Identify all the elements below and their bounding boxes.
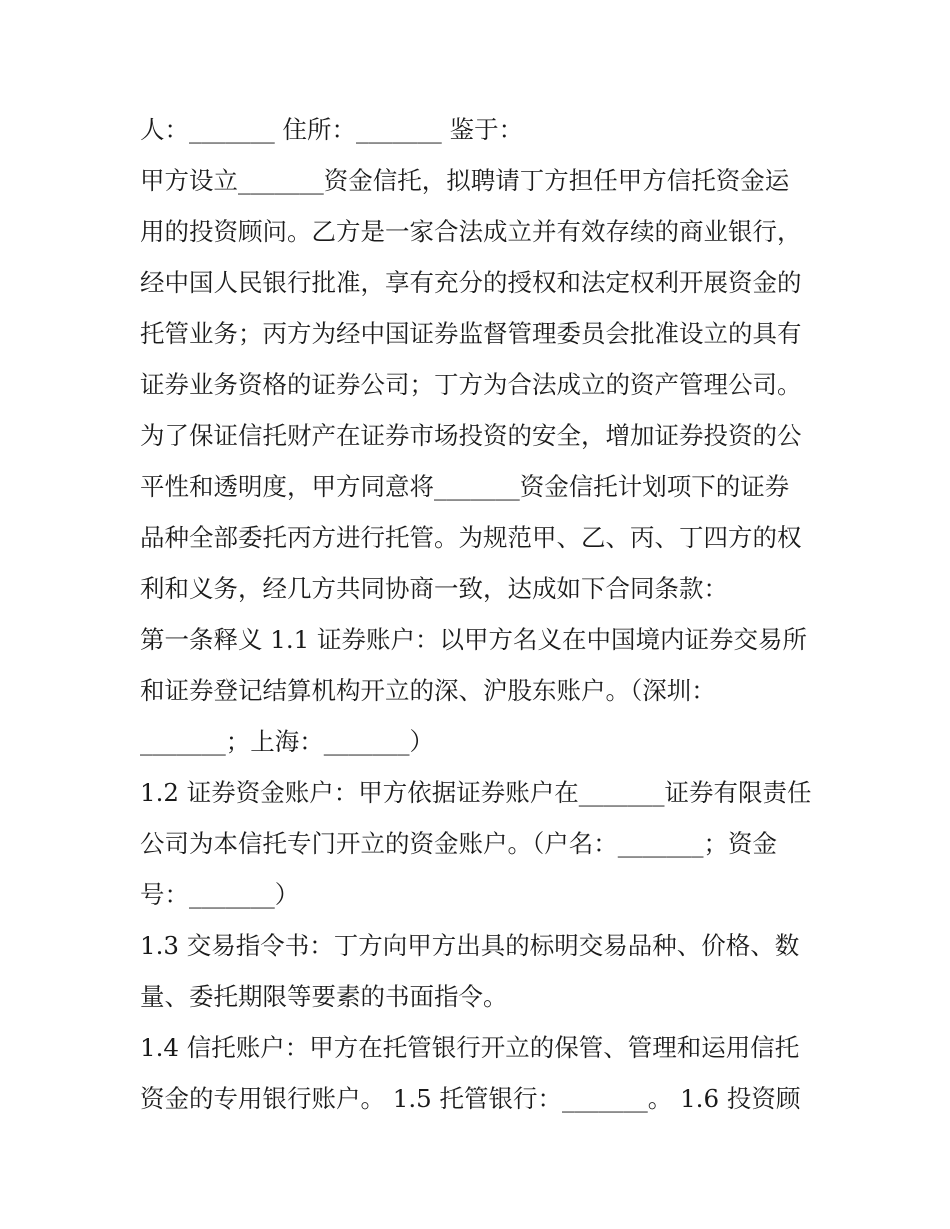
text-line: 为了保证信托财产在证券市场投资的安全，增加证券投资的公 (140, 421, 802, 450)
text-line: 平性和透明度，甲方同意将_______资金信托计划项下的证券 (140, 472, 790, 501)
text-line: 用的投资顾问。乙方是一家合法成立并有效存续的商业银行， (140, 217, 802, 246)
text-line: 1.4 信托账户：甲方在托管银行开立的保管、管理和运用信托 (140, 1033, 800, 1062)
text-line: 品种全部委托丙方进行托管。为规范甲、乙、丙、丁四方的权 (140, 523, 802, 552)
text-line: 和证券登记结算机构开立的深、沪股东账户。（深圳： (140, 676, 716, 705)
document-body (140, 104, 830, 1124)
text-line: 号：_______） (140, 880, 300, 909)
text-line: 托管业务；丙方为经中国证券监督管理委员会批准设立的具有 (140, 319, 802, 348)
text-line: 1.2 证券资金账户：甲方依据证券账户在_______证券有限责任 (140, 778, 812, 807)
text-line: 量、委托期限等要素的书面指令。 (140, 982, 508, 1011)
text-line: 经中国人民银行批准，享有充分的授权和法定权利开展资金的 (140, 268, 802, 297)
text-line: _______；上海：_______） (140, 727, 434, 756)
text-line: 1.3 交易指令书：丁方向甲方出具的标明交易品种、价格、数 (140, 931, 800, 960)
text-line: 甲方设立_______资金信托，拟聘请丁方担任甲方信托资金运 (140, 166, 790, 195)
text-line: 利和义务，经几方共同协商一致，达成如下合同条款： (140, 574, 728, 603)
text-line: 人：_______ 住所：_______ 鉴于： (140, 115, 524, 144)
text-line: 资金的专用银行账户。 1.5 托管银行：_______。 1.6 投资顾 (140, 1084, 801, 1113)
text-line: 公司为本信托专门开立的资金账户。（户名：_______；资金 (140, 829, 777, 858)
text-line: 第一条释义 1.1 证券账户：以甲方名义在中国境内证券交易所 (140, 625, 808, 654)
text-line: 证券业务资格的证券公司；丁方为合法成立的资产管理公司。 (140, 370, 802, 399)
